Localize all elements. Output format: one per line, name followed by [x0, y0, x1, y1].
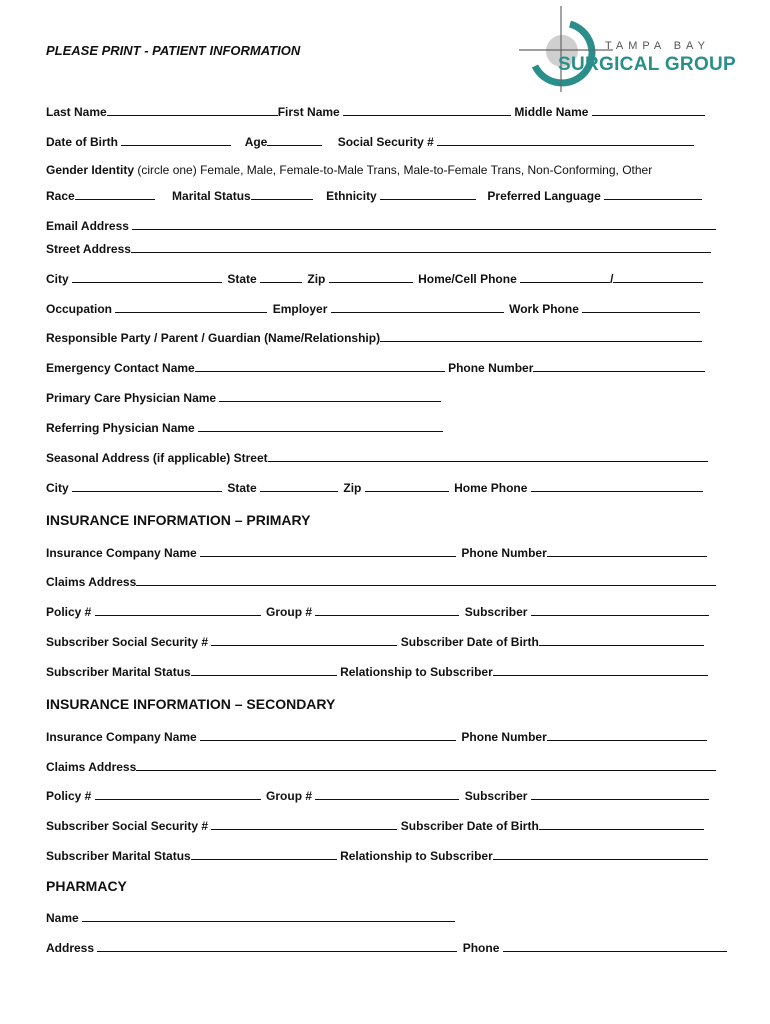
- secondary-insurance-heading: INSURANCE INFORMATION – SECONDARY: [46, 696, 336, 712]
- first-name-label: First Name: [277, 105, 340, 119]
- gender-label: Gender Identity: [46, 163, 135, 177]
- primary-subssn-label: Subscriber Social Security #: [46, 635, 209, 649]
- secondary-policy-label: Policy #: [46, 789, 92, 803]
- responsible-row: [46, 330, 702, 345]
- primary-policy-field[interactable]: [95, 604, 261, 616]
- primary-company-label: Insurance Company Name: [46, 546, 197, 560]
- street-label: Street Address: [46, 242, 131, 256]
- state2-field[interactable]: [260, 480, 338, 492]
- seasonal-row: [46, 450, 708, 465]
- primary-claims-label: Claims Address: [46, 575, 137, 589]
- primary-group-field[interactable]: [315, 604, 459, 616]
- primary-claims-row: [46, 574, 716, 589]
- secondary-phone-label: Phone Number: [461, 730, 547, 744]
- pharmacy-phone-field[interactable]: [503, 940, 727, 952]
- logo: [515, 4, 740, 94]
- city-row: [46, 271, 703, 286]
- primary-submarital-field[interactable]: [191, 664, 337, 676]
- responsible-label: Responsible Party / Parent / Guardian (Name/Relationship): [46, 331, 381, 345]
- secondary-relationship-field[interactable]: [493, 848, 708, 860]
- work-phone-field[interactable]: [582, 301, 700, 313]
- primary-policy-row: [46, 604, 709, 619]
- occupation-field[interactable]: [115, 301, 267, 313]
- street-row: [46, 241, 711, 256]
- primary-company-field[interactable]: [200, 545, 456, 557]
- dob-label: Date of Birth: [46, 135, 118, 149]
- pcp-field[interactable]: [219, 390, 441, 402]
- email-label: Email Address: [46, 219, 129, 233]
- responsible-field[interactable]: [380, 330, 702, 342]
- secondary-submarital-field[interactable]: [191, 848, 337, 860]
- primary-claims-field[interactable]: [136, 574, 716, 586]
- language-field[interactable]: [604, 188, 702, 200]
- primary-submarital-row: [46, 664, 708, 679]
- primary-insurance-heading: INSURANCE INFORMATION – PRIMARY: [46, 512, 311, 528]
- home-phone-label: Home Phone: [454, 481, 528, 495]
- referring-row: [46, 420, 443, 435]
- secondary-claims-row: [46, 759, 716, 774]
- home-cell-label: Home/Cell Phone: [418, 272, 517, 286]
- city2-label: City: [46, 481, 69, 495]
- zip-label: Zip: [307, 272, 326, 286]
- primary-group-label: Group #: [266, 605, 313, 619]
- primary-relationship-label: Relationship to Subscriber: [340, 665, 493, 679]
- city2-field[interactable]: [72, 480, 222, 492]
- state-field[interactable]: [260, 271, 302, 283]
- dob-row: [46, 134, 694, 149]
- name-row: [46, 104, 705, 119]
- language-label: Preferred Language: [487, 189, 601, 203]
- pharmacy-heading: PHARMACY: [46, 878, 127, 894]
- pharmacy-name-field[interactable]: [82, 910, 455, 922]
- secondary-policy-row: [46, 788, 709, 803]
- secondary-company-label: Insurance Company Name: [46, 730, 197, 744]
- logo-mark-icon: [515, 4, 615, 94]
- first-name-field[interactable]: [343, 104, 511, 116]
- secondary-relationship-label: Relationship to Subscriber: [340, 849, 493, 863]
- secondary-subssn-label: Subscriber Social Security #: [46, 819, 209, 833]
- middle-name-label: Middle Name: [514, 105, 589, 119]
- cell-phone-field[interactable]: [613, 271, 703, 283]
- ethnicity-label: Ethnicity: [326, 189, 377, 203]
- primary-policy-label: Policy #: [46, 605, 92, 619]
- secondary-claims-label: Claims Address: [46, 760, 137, 774]
- ssn-label: Social Security #: [337, 135, 434, 149]
- home-phone-field[interactable]: [520, 271, 610, 283]
- occupation-label: Occupation: [46, 302, 113, 316]
- pcp-label: Primary Care Physician Name: [46, 391, 217, 405]
- email-field[interactable]: [132, 218, 716, 230]
- state-label: State: [227, 272, 257, 286]
- emergency-field[interactable]: [195, 360, 445, 372]
- logo-text-top: TAMPA BAY: [605, 40, 710, 52]
- emergency-phone-label: Phone Number: [448, 361, 534, 375]
- referring-label: Referring Physician Name: [46, 421, 195, 435]
- marital-field[interactable]: [251, 188, 313, 200]
- marital-label: Marital Status: [172, 189, 251, 203]
- employer-field[interactable]: [331, 301, 504, 313]
- secondary-group-label: Group #: [266, 789, 313, 803]
- primary-subscriber-field[interactable]: [531, 604, 709, 616]
- ethnicity-field[interactable]: [380, 188, 476, 200]
- secondary-phone-field[interactable]: [547, 729, 707, 741]
- zip2-label: Zip: [343, 481, 362, 495]
- last-name-label: Last Name: [46, 105, 107, 119]
- secondary-subssn-row: [46, 818, 704, 833]
- seasonal-label: Seasonal Address (if applicable) Street: [46, 451, 268, 465]
- city-label: City: [46, 272, 69, 286]
- work-phone-label: Work Phone: [509, 302, 579, 316]
- home-phone2-field[interactable]: [531, 480, 703, 492]
- referring-field[interactable]: [198, 420, 443, 432]
- primary-phone-field[interactable]: [547, 545, 707, 557]
- pharmacy-name-row: [46, 910, 455, 925]
- ssn-field[interactable]: [437, 134, 694, 146]
- pharmacy-phone-label: Phone: [462, 941, 500, 955]
- secondary-claims-field[interactable]: [136, 759, 716, 771]
- pharmacy-name-label: Name: [46, 911, 79, 925]
- zip-field[interactable]: [329, 271, 413, 283]
- gender-hint: (circle one): [137, 163, 197, 177]
- pharmacy-address-row: [46, 940, 727, 955]
- gender-row: [46, 163, 652, 177]
- seasonal-city-row: [46, 480, 703, 495]
- city-field[interactable]: [72, 271, 222, 283]
- street-field[interactable]: [131, 241, 711, 253]
- pharmacy-address-label: Address: [46, 941, 95, 955]
- age-label: Age: [244, 135, 268, 149]
- emergency-phone-field[interactable]: [533, 360, 705, 372]
- secondary-company-field[interactable]: [200, 729, 456, 741]
- primary-company-row: [46, 545, 707, 560]
- email-row: [46, 218, 716, 233]
- secondary-subdob-label: Subscriber Date of Birth: [400, 819, 539, 833]
- secondary-subscriber-label: Subscriber: [464, 789, 528, 803]
- primary-submarital-label: Subscriber Marital Status: [46, 665, 191, 679]
- dob-field[interactable]: [121, 134, 231, 146]
- primary-subssn-field[interactable]: [211, 634, 397, 646]
- secondary-subscriber-field[interactable]: [531, 788, 709, 800]
- secondary-company-row: [46, 729, 707, 744]
- logo-text-bottom: SURGICAL GROUP: [558, 54, 737, 75]
- occupation-row: [46, 301, 700, 316]
- state2-label: State: [227, 481, 257, 495]
- secondary-subssn-field[interactable]: [211, 818, 397, 830]
- primary-subssn-row: [46, 634, 704, 649]
- primary-relationship-field[interactable]: [493, 664, 708, 676]
- race-row: [46, 188, 702, 203]
- zip2-field[interactable]: [365, 480, 449, 492]
- primary-subscriber-label: Subscriber: [464, 605, 528, 619]
- secondary-submarital-row: [46, 848, 708, 863]
- emergency-row: [46, 360, 705, 375]
- secondary-policy-field[interactable]: [95, 788, 261, 800]
- emergency-label: Emergency Contact Name: [46, 361, 195, 375]
- gender-options[interactable]: Female, Male, Female-to-Male Trans, Male-to-Female Trans, Non-Conforming, Other: [200, 163, 653, 177]
- secondary-group-field[interactable]: [315, 788, 459, 800]
- primary-phone-label: Phone Number: [461, 546, 547, 560]
- secondary-subdob-field[interactable]: [539, 818, 704, 830]
- age-field[interactable]: [267, 134, 322, 146]
- seasonal-field[interactable]: [268, 450, 708, 462]
- pcp-row: [46, 390, 441, 405]
- last-name-field[interactable]: [107, 104, 278, 116]
- page-title: PLEASE PRINT - PATIENT INFORMATION: [46, 43, 301, 58]
- primary-subdob-field[interactable]: [539, 634, 704, 646]
- pharmacy-address-field[interactable]: [97, 940, 457, 952]
- secondary-submarital-label: Subscriber Marital Status: [46, 849, 191, 863]
- race-label: Race: [46, 189, 75, 203]
- phone-slash: /: [610, 272, 614, 286]
- race-field[interactable]: [75, 188, 155, 200]
- middle-name-field[interactable]: [592, 104, 705, 116]
- primary-subdob-label: Subscriber Date of Birth: [400, 635, 539, 649]
- employer-label: Employer: [272, 302, 328, 316]
